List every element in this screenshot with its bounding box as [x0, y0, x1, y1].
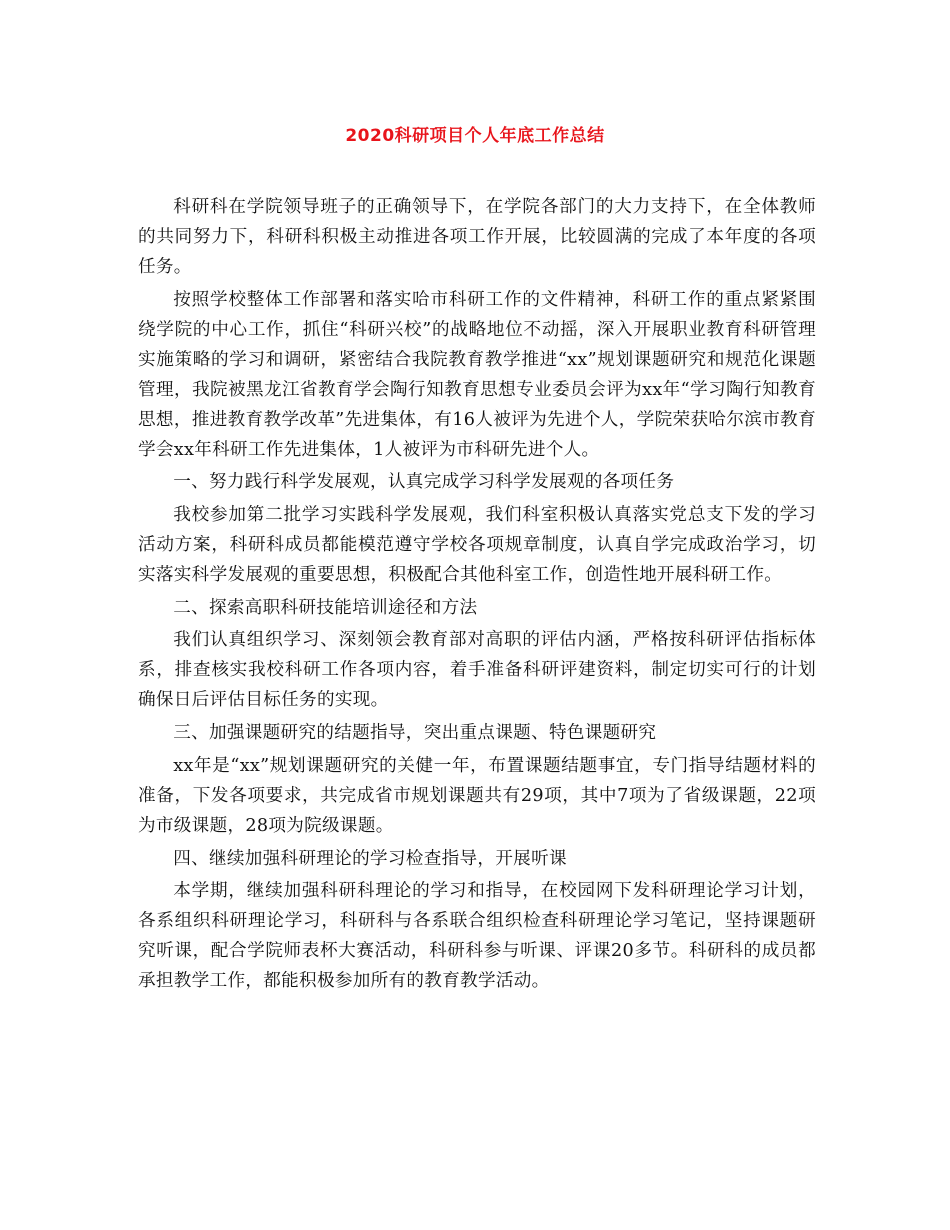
- paragraph-overview: 按照学校整体工作部署和落实哈市科研工作的文件精神，科研工作的重点紧紧围绕学院的中心工作，抓住“科研兴校”的战略地位不动摇，深入开展职业教育科研管理实施策略的学习和调研，紧密结合我院教育教学推进“xx”规划课题研究和规范化课题管理，我院被黑龙江省教育学会陶行知教育思想专业委员会评为xx年“学习陶行知教育思想，推进教育教学改革”先进集体，有16人被评为先进个人，学院荣获哈尔滨市教育学会xx年科研工作先进集体，1人被评为市科研先进个人。: [138, 289, 816, 460]
- section-heading-3: 三、加强课题研究的结题指导，突出重点课题、特色课题研究: [173, 723, 657, 744]
- section-heading-4: 四、继续加强科研理论的学习检查指导，开展听课: [173, 848, 567, 869]
- paragraph-section-1: 我校参加第二批学习实践科学发展观，我们科室积极认真落实党总支下发的学习活动方案，科研科成员都能模范遵守学校各项规章制度，认真自学完成政治学习，切实落实科学发展观的重要思想，积极配合其他科室工作，创造性地开展科研工作。: [138, 505, 816, 586]
- document-body: [138, 192, 816, 999]
- section-heading-2: 二、探索高职科研技能培训途径和方法: [173, 597, 478, 618]
- paragraph-intro: 科研科在学院领导班子的正确领导下，在学院各部门的大力支持下，在全体教师的共同努力下，科研科积极主动推进各项工作开展，比较圆满的完成了本年度的各项任务。: [138, 197, 816, 277]
- section-heading-1: 一、努力践行科学发展观，认真完成学习科学发展观的各项任务: [173, 472, 675, 493]
- paragraph-section-2: 我们认真组织学习、深刻领会教育部对高职的评估内涵，严格按科研评估指标体系，排查核实我校科研工作各项内容，着手准备科研评建资料，制定切实可行的计划确保日后评估目标任务的实现。: [138, 630, 816, 711]
- paragraph-section-3: xx年是“xx”规划课题研究的关健一年，布置课题结题事宜，专门指导结题材料的准备，下发各项要求，共完成省市规划课题共有29项，其中7项为了省级课题，22项为市级课题，28项为院级课题。: [138, 755, 816, 836]
- page-title: 2020科研项目个人年底工作总结: [345, 126, 605, 146]
- paragraph-section-4: 本学期，继续加强科研科理论的学习和指导，在校园网下发科研理论学习计划，各系组织科研理论学习，科研科与各系联合组织检查科研理论学习笔记，坚持课题研究听课，配合学院师表杯大赛活动，科研科参与听课、评课20多节。科研科的成员都承担教学工作，都能积极参加所有的教育教学活动。: [138, 881, 816, 992]
